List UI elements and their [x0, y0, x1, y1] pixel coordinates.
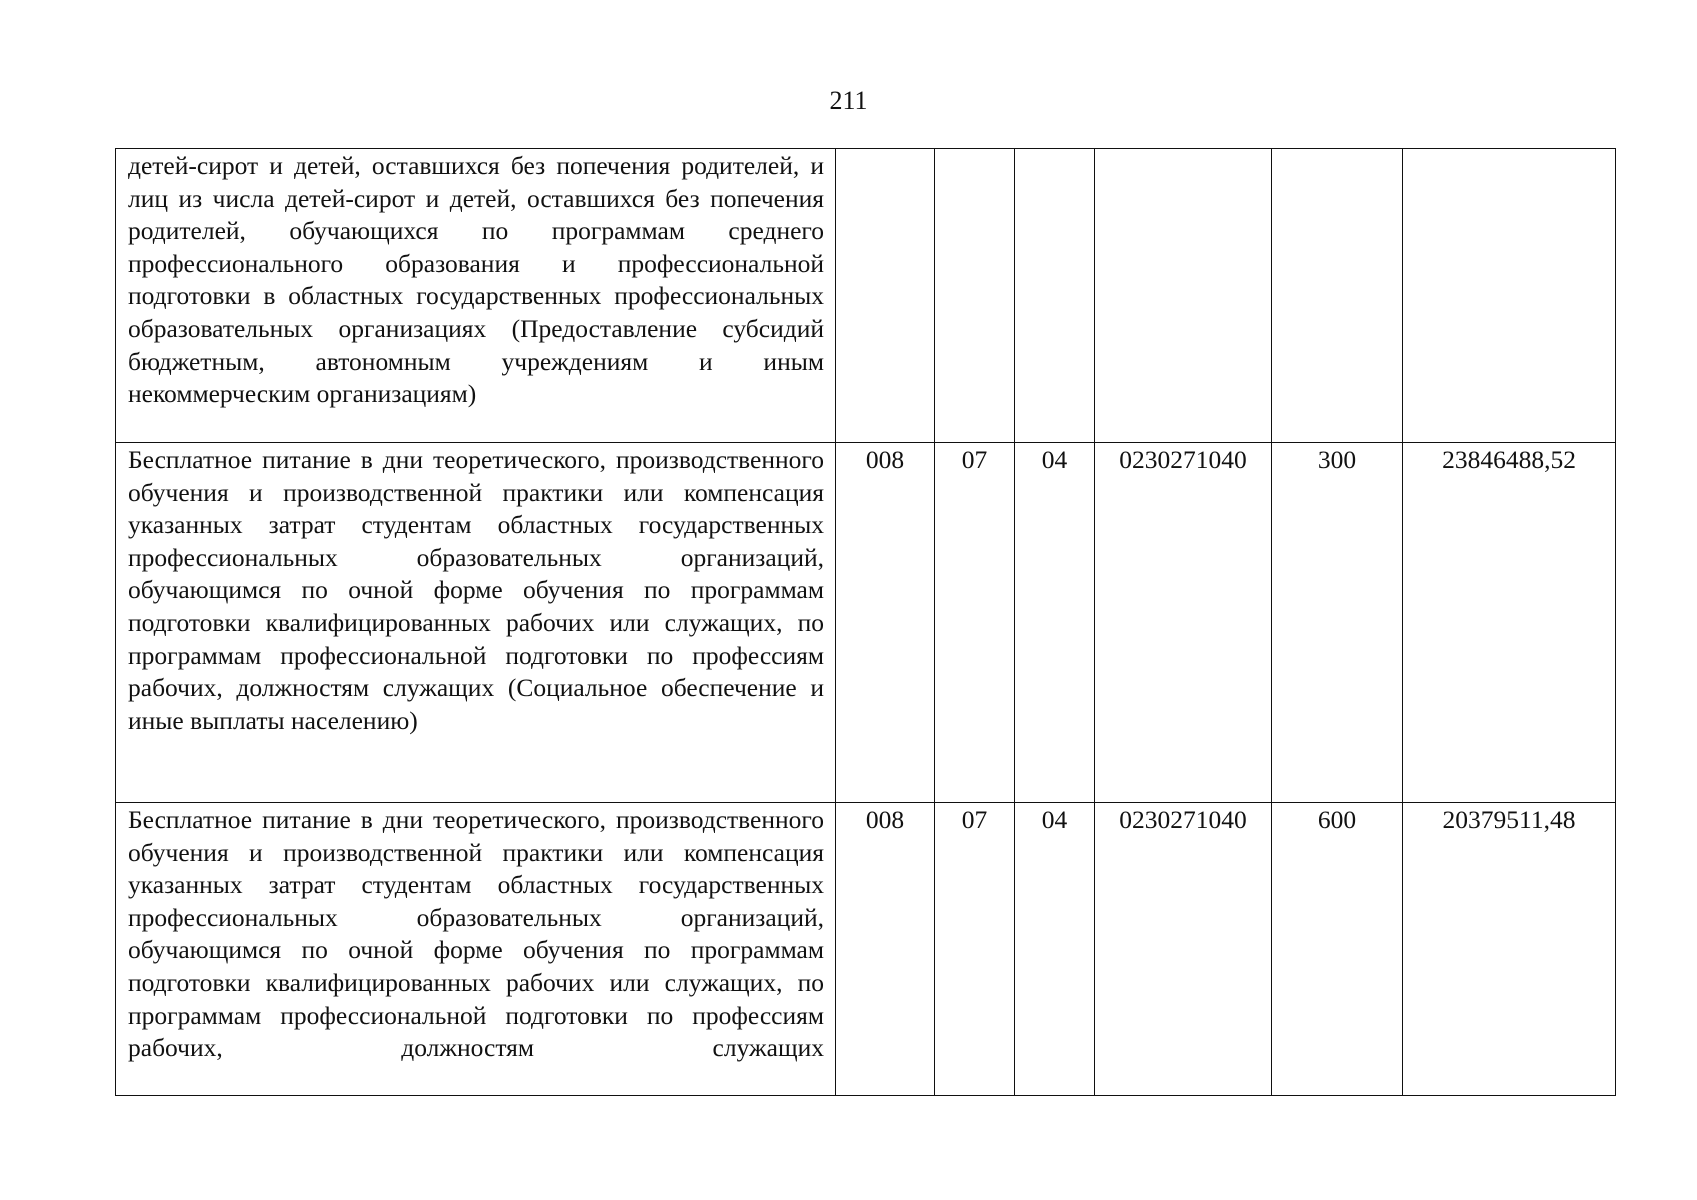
- subsection-code: 04: [1015, 803, 1095, 1096]
- expense-type-code: 600: [1272, 803, 1403, 1096]
- budget-table: [115, 148, 1616, 1096]
- expense-type-code: 300: [1272, 443, 1403, 803]
- expense-description: детей-сирот и детей, оставшихся без попечения родителей, и лиц из числа детей-сирот и детей, оставшихся без попечения родителей, обучающихся по программам среднего профессионального образования и профессиональной подготовки в областных государственных профессиональных образовательных организациях (Предоставление субсидий бюджетным, автономным учреждениям и иным некоммерческим организациям): [116, 149, 836, 443]
- expense-type-code: [1272, 149, 1403, 443]
- section-code: 07: [935, 443, 1015, 803]
- subsection-code: 04: [1015, 443, 1095, 803]
- target-article-code: 0230271040: [1095, 803, 1272, 1096]
- expense-description: Бесплатное питание в дни теоретического, производственного обучения и производственной практики или компенсация указанных затрат студентам областных государственных профессиональных образовательных организаций, обучающимся по очной форме обучения по программам подготовки квалифицированных рабочих или служащих, по программам профессиональной подготовки по профессиям рабочих, должностям служащих: [116, 803, 836, 1096]
- table-row: [116, 443, 1616, 803]
- page-number: 211: [829, 86, 868, 115]
- target-article-code: [1095, 149, 1272, 443]
- section-code: [935, 149, 1015, 443]
- table-row: [116, 149, 1616, 443]
- target-article-code: 0230271040: [1095, 443, 1272, 803]
- expense-description: Бесплатное питание в дни теоретического, производственного обучения и производственной практики или компенсация указанных затрат студентам областных государственных профессиональных образовательных организаций, обучающимся по очной форме обучения по программам подготовки квалифицированных рабочих или служащих, по программам профессиональной подготовки по профессиям рабочих, должностям служащих (Социальное обеспечение и иные выплаты населению): [116, 443, 836, 803]
- subsection-code: [1015, 149, 1095, 443]
- table-row: [116, 803, 1616, 1096]
- section-code: 07: [935, 803, 1015, 1096]
- amount: [1403, 149, 1616, 443]
- ministry-code: [836, 149, 935, 443]
- amount: 23846488,52: [1403, 443, 1616, 803]
- ministry-code: 008: [836, 443, 935, 803]
- ministry-code: 008: [836, 803, 935, 1096]
- amount: 20379511,48: [1403, 803, 1616, 1096]
